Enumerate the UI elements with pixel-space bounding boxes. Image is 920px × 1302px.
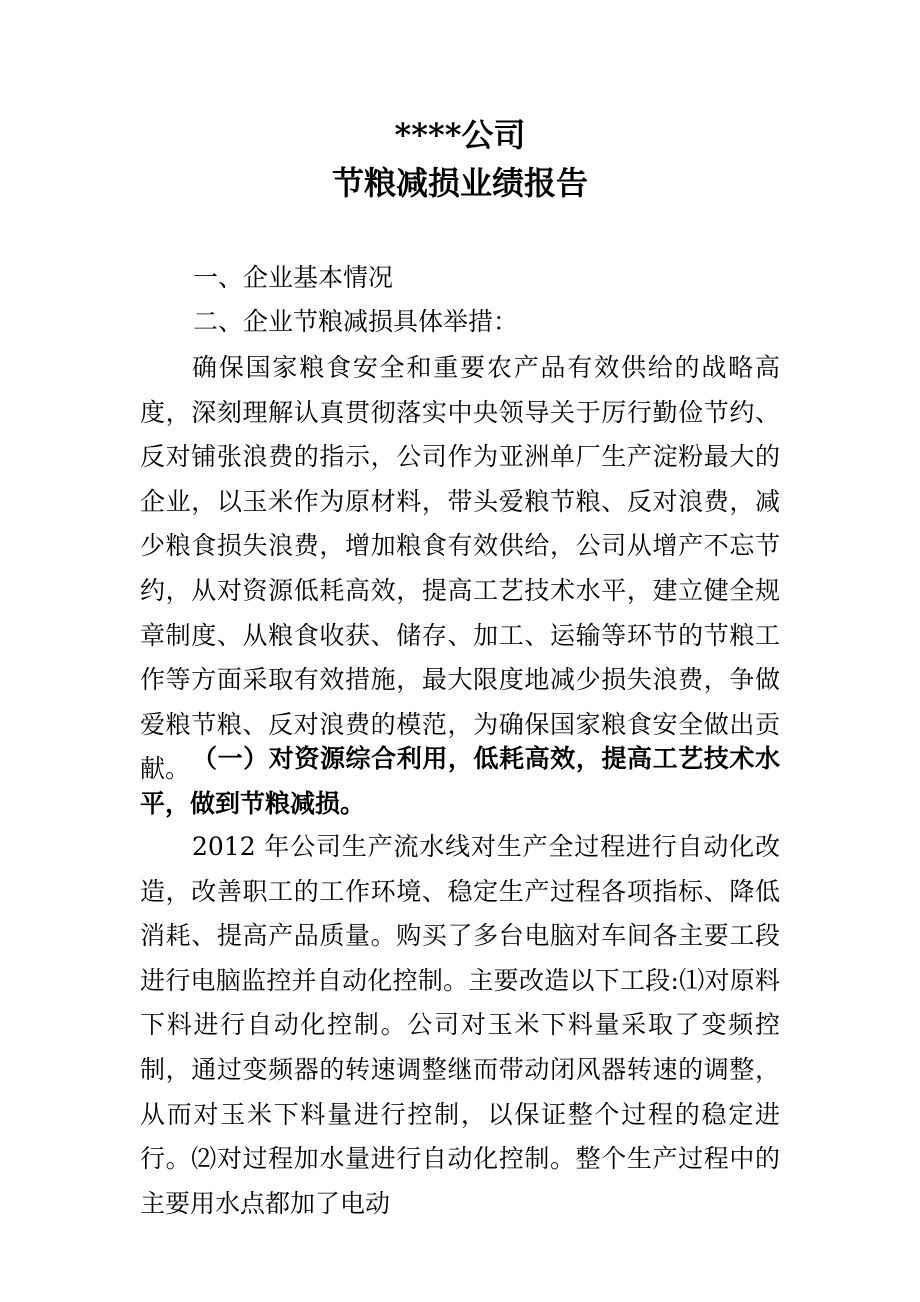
company-title: ****公司 <box>394 116 526 154</box>
report-title: 节粮减损业绩报告 <box>331 164 588 202</box>
section-heading-basic-info: 一、企业基本情况 <box>193 263 394 292</box>
subheading-resource-utilization: （一）对资源综合利用，低耗高效，提高工艺技术水平，做到节粮减损。 <box>140 744 780 818</box>
paragraph-intro: 确保国家粮食安全和重要农产品有效供给的战略高度，深刻理解认真贯彻落实中央领导关于厉行勤俭节约、反对铺张浪费的指示，公司作为亚洲单厂生产淀粉最大的企业，以玉米作为原材料，带头爱粮节粮、反对浪费，减少粮食损失浪费，增加粮食有效供给，公司从增产不忘节约，从对资源低耗高效，提高工艺技术水平，建立健全规章制度、从粮食收获、储存、加工、运输等环节的节粮工作等方面采取有效措施，最大限度地减少损失浪费，争做爱粮节粮、反对浪费的模范，为确保国家粮食安全做出贡献。 <box>140 353 780 784</box>
paragraph-automation: 2012 年公司生产流水线对生产全过程进行自动化改造，改善职工的工作环境、稳定生产过程各项指标、降低消耗、提高产品质量。购买了多台电脑对车间各主要工段进行电脑监控并自动化控制。主要改造以下工段:⑴对原料下料进行自动化控制。公司对玉米下料量采取了变频控制，通过变频器的转速调整继而带动闭风器转速的调整，从而对玉米下料量进行控制，以保证整个过程的稳定进行。⑵对过程加水量进行自动化控制。整个生产过程中的主要用水点都加了电动 <box>140 832 780 1218</box>
section-heading-measures: 二、企业节粮减损具体举措： <box>193 307 519 336</box>
